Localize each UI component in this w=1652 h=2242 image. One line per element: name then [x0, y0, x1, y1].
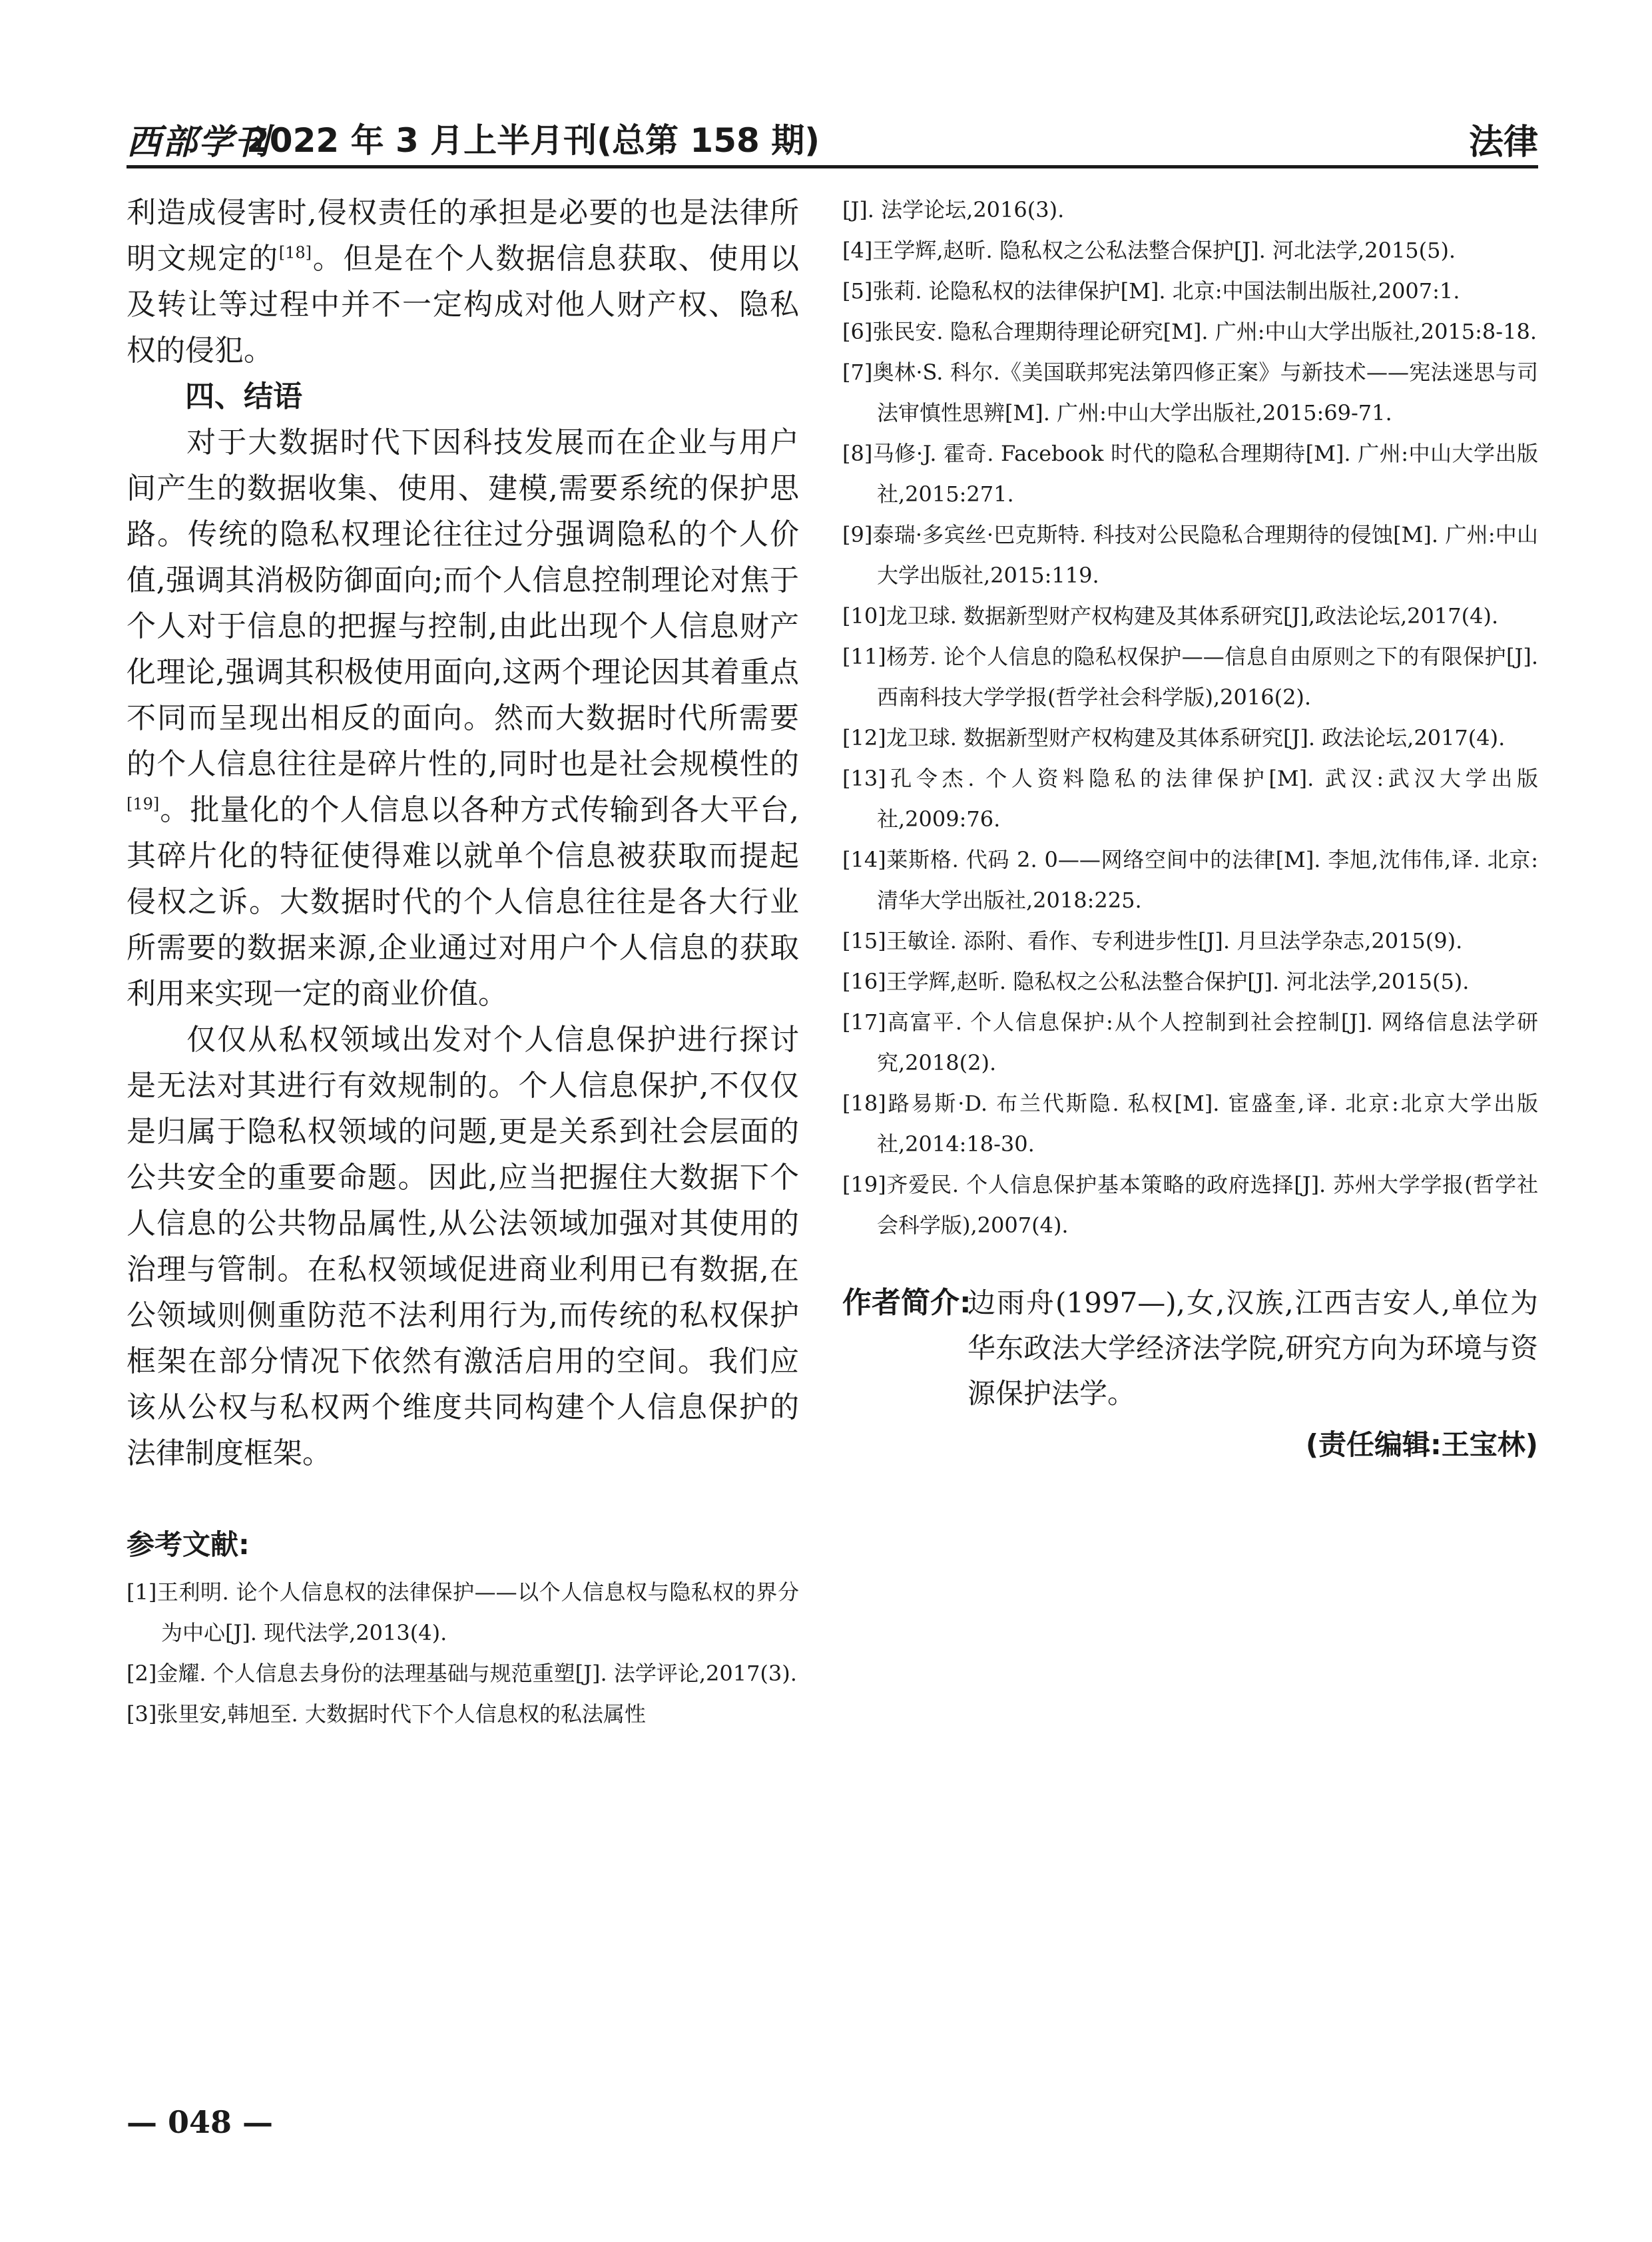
reference-item: [6]张民安. 隐私合理期待理论研究[M]. 广州:中山大学出版社,2015:8-18. [842, 319, 1537, 344]
left-column [127, 190, 799, 1735]
author-bio-label: 作者简介: [842, 1286, 971, 1320]
paragraph-1: 利造成侵害时,侵权责任的承担是必要的也是法律所明文规定的[18]。但是在个人数据信息获取、使用以及转让等过程中并不一定构成对他人财产权、隐私权的侵犯。 [127, 196, 800, 368]
author-bio-text: 边雨舟(1997—),女,汉族,江西吉安人,单位为华东政法大学经济法学院,研究方向为环境与资源保护法学。 [967, 1286, 1538, 1410]
header-rule [127, 165, 1538, 168]
reference-item: [16]王学辉,赵昕. 隐私权之公私法整合保护[J]. 河北法学,2015(5). [842, 969, 1470, 994]
citation-19: [19] [127, 794, 160, 814]
reference-item: [8]马修·J. 霍奇. Facebook 时代的隐私合理期待[M]. 广州:中山大学出版社,2015:271. [842, 441, 1538, 507]
section-heading-conclusion: 四、结语 [185, 380, 302, 414]
issue-info: 2022 年 3 月上半月刊(总第 158 期) [246, 121, 820, 160]
reference-item: [17]高富平. 个人信息保护:从个人控制到社会控制[J]. 网络信息法学研究,2018(2). [842, 1009, 1538, 1075]
reference-item: [13]孔令杰. 个人资料隐私的法律保护[M]. 武汉:武汉大学出版社,2009:76. [842, 766, 1538, 832]
references-title: 参考文献: [127, 1528, 250, 1561]
reference-item: [2]金耀. 个人信息去身份的法理基础与规范重塑[J]. 法学评论,2017(3). [127, 1661, 797, 1686]
reference-item: [11]杨芳. 论个人信息的隐私权保护——信息自由原则之下的有限保护[J]. 西南科技大学学报(哲学社会科学版),2016(2). [842, 644, 1538, 710]
reference-item: [15]王敏诠. 添附、看作、专利进步性[J]. 月旦法学杂志,2015(9). [842, 928, 1463, 954]
reference-item: [5]张莉. 论隐私权的法律保护[M]. 北京:中国法制出版社,2007:1. [842, 278, 1460, 304]
reference-item: [4]王学辉,赵昕. 隐私权之公私法整合保护[J]. 河北法学,2015(5). [842, 238, 1456, 263]
citation-18: [18] [278, 243, 312, 262]
reference-item: [1]王利明. 论个人信息权的法律保护——以个人信息权与隐私权的界分为中心[J]. 现代法学,2013(4). [127, 1579, 799, 1645]
reference-item: [9]泰瑞·多宾丝·巴克斯特. 科技对公民隐私合理期待的侵蚀[M]. 广州:中山大学出版社,2015:119. [842, 522, 1538, 588]
responsible-editor: (责任编辑:王宝林) [1305, 1428, 1538, 1461]
paragraph-3: 仅仅从私权领域出发对个人信息保护进行探讨是无法对其进行有效规制的。个人信息保护,不仅仅是归属于隐私权领域的问题,更是关系到社会层面的公共安全的重要命题。因此,应当把握住大数据下个人信息的公共物品属性,从公法领域加强对其使用的治理与管制。在私权领域促进商业利用已有数据,在公领域则侧重防范不法利用行为,而传统的私权保护框架在部分情况下依然有激活启用的空间。我们应该从公权与私权两个维度共同构建个人信息保护的法律制度框架。 [127, 1023, 799, 1470]
reference-item: [14]莱斯格. 代码 2. 0——网络空间中的法律[M]. 李旭,沈伟伟,译. 北京:清华大学出版社,2018:225. [842, 847, 1538, 913]
reference-item: [3]张里安,韩旭至. 大数据时代下个人信息权的私法属性 [127, 1701, 646, 1727]
page-header [127, 110, 1538, 163]
reference-item-continued: [J]. 法学论坛,2016(3). [842, 197, 1065, 222]
reference-item: [12]龙卫球. 数据新型财产权构建及其体系研究[J]. 政法论坛,2017(4). [842, 725, 1506, 750]
reference-item: [10]龙卫球. 数据新型财产权构建及其体系研究[J],政法论坛,2017(4). [842, 603, 1499, 629]
page-number: — 048 — [127, 2104, 274, 2140]
reference-item: [18]路易斯·D. 布兰代斯隐. 私权[M]. 宦盛奎,译. 北京:北京大学出版社,2014:18-30. [842, 1091, 1538, 1157]
author-bio [842, 1280, 1538, 1416]
reference-item: [19]齐爱民. 个人信息保护基本策略的政府选择[J]. 苏州大学学报(哲学社会科学版),2007(4). [842, 1172, 1538, 1238]
section-label: 法律 [1468, 123, 1538, 162]
journal-logo: 西部学刊 [127, 122, 271, 162]
reference-item: [7]奥林·S. 科尔.《美国联邦宪法第四修正案》与新技术——宪法迷思与司法审慎性思辨[M]. 广州:中山大学出版社,2015:69-71. [842, 360, 1538, 425]
right-column [842, 190, 1538, 1463]
paragraph-2: 对于大数据时代下因科技发展而在企业与用户间产生的数据收集、使用、建模,需要系统的保护思路。传统的隐私权理论往往过分强调隐私的个人价值,强调其消极防御面向;而个人信息控制理论对焦于个人对于信息的把握与控制,由此出现个人信息财产化理论,强调其积极使用面向,这两个理论因其着重点不同而呈现出相反的面向。然而大数据时代所需要的个人信息往往是碎片性的,同时也是社会规模性的[19]。批量化的个人信息以各种方式传输到各大平台,其碎片化的特征使得难以就单个信息被获取而提起侵权之诉。大数据时代的个人信息往往是各大行业所需要的数据来源,企业通过对用户个人信息的获取利用来实现一定的商业价值。 [127, 425, 799, 1011]
